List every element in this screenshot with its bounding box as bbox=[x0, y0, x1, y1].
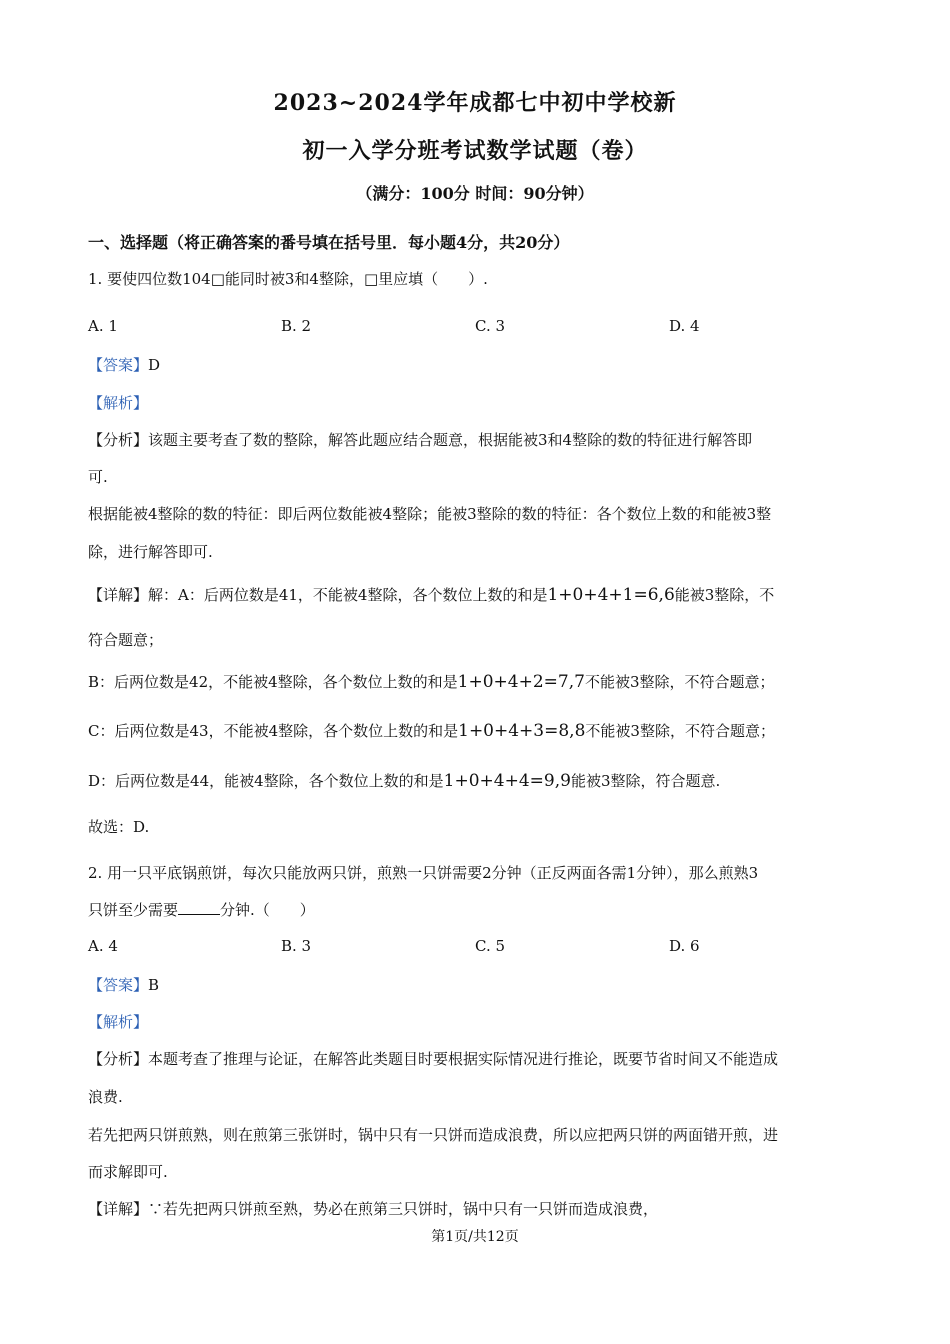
q2-jiexi bbox=[88, 1011, 148, 1032]
title-line-1: 2023~2024学年成都七中初中学校新 bbox=[273, 90, 677, 116]
detail-d-math: 1+0+4+4=9,9 bbox=[443, 771, 571, 791]
q2-analysis-1 bbox=[88, 1048, 778, 1069]
q2-analysis-2: 浪费. bbox=[88, 1088, 123, 1106]
q2-answer bbox=[88, 974, 159, 995]
q1-option-a: A. 1 bbox=[88, 317, 118, 335]
q1-option-d: D. 4 bbox=[669, 317, 700, 335]
title-line-2: 初一入学分班考试数学试题（卷） bbox=[302, 138, 648, 164]
detail-c-post: 不能被3整除，不符合题意； bbox=[585, 722, 775, 740]
q2-detail-1 bbox=[88, 1198, 658, 1219]
analysis-tag: 【分析】 bbox=[88, 431, 149, 449]
q1-option-b: B. 2 bbox=[281, 317, 312, 335]
detail-b-math: 1+0+4+2=7,7 bbox=[457, 672, 585, 692]
q2-option-b: B. 3 bbox=[281, 937, 312, 955]
detail-c-math: 1+0+4+3=8,8 bbox=[458, 721, 586, 741]
q2-option-d: D. 6 bbox=[669, 937, 700, 955]
detail-b-text: B：后两位数是42，不能被4整除，各个数位上数的和是 bbox=[88, 673, 458, 691]
q2-analysis-4: 而求解即可. bbox=[88, 1163, 168, 1181]
detail-a-post: 能被3整除，不 bbox=[674, 586, 775, 604]
analysis-text: 该题主要考查了数的整除，解答此题应结合题意，根据能被3和4整除的数的特征进行解答即 bbox=[148, 431, 753, 449]
q1-answer bbox=[88, 354, 160, 375]
q2-option-a: A. 4 bbox=[88, 937, 118, 955]
q1-detail-a2: 符合题意； bbox=[88, 631, 164, 649]
answer-tag: 【答案】 bbox=[88, 976, 149, 994]
detail-tag: 【详解】 bbox=[88, 1200, 149, 1218]
section-heading: 一、选择题（将正确答案的番号填在括号里．每小题4分，共20分） bbox=[88, 233, 570, 252]
jiexi-tag: 【解析】 bbox=[88, 394, 149, 412]
q1-jiexi bbox=[88, 392, 148, 413]
q1-stem: 1. 要使四位数104□能同时被3和4整除，□里应填（ ）. bbox=[88, 270, 488, 288]
answer-blank bbox=[178, 902, 220, 915]
analysis-text: 本题考查了推理与论证，在解答此类题目时要根据实际情况进行推论，既要节省时间又不能造成 bbox=[148, 1050, 779, 1068]
answer-value: D bbox=[148, 356, 161, 374]
detail-tag: 【详解】 bbox=[88, 586, 149, 604]
q2-stem-2 bbox=[88, 899, 315, 920]
q2-option-c: C. 5 bbox=[475, 937, 506, 955]
detail-text: ∵若先把两只饼煎至熟，势必在煎第三只饼时，锅中只有一只饼而造成浪费， bbox=[148, 1200, 659, 1218]
detail-c-text: C：后两位数是43，不能被4整除，各个数位上数的和是 bbox=[88, 722, 459, 740]
detail-d-text: D：后两位数是44，能被4整除，各个数位上数的和是 bbox=[88, 772, 444, 790]
q1-detail-a bbox=[88, 584, 774, 605]
detail-b-post: 不能被3整除，不符合题意； bbox=[584, 673, 775, 691]
score-info: （满分：100分 时间：90分钟） bbox=[356, 184, 594, 203]
detail-a-math: 1+0+4+1=6,6 bbox=[547, 585, 675, 605]
answer-tag: 【答案】 bbox=[88, 356, 149, 374]
jiexi-tag: 【解析】 bbox=[88, 1013, 149, 1031]
answer-value: B bbox=[148, 976, 160, 994]
detail-a-text: 解：A：后两位数是41，不能被4整除，各个数位上数的和是 bbox=[148, 586, 548, 604]
q2-stem-1: 2. 用一只平底锅煎饼，每次只能放两只饼，煎熟一只饼需要2分钟（正反两面各需1分钟），那么煎熟3 bbox=[88, 864, 759, 882]
q1-option-c: C. 3 bbox=[475, 317, 506, 335]
q1-analysis-4: 除，进行解答即可. bbox=[88, 543, 213, 561]
q2-analysis-3: 若先把两只饼煎熟，则在煎第三张饼时，锅中只有一只饼而造成浪费，所以应把两只饼的两面错开煎，进 bbox=[88, 1126, 779, 1144]
q1-analysis-1 bbox=[88, 429, 752, 450]
q1-conclusion: 故选：D. bbox=[88, 818, 150, 836]
analysis-tag: 【分析】 bbox=[88, 1050, 149, 1068]
detail-d-post: 能被3整除，符合题意. bbox=[570, 772, 721, 790]
q2-stem-pre: 只饼至少需要 bbox=[88, 901, 179, 919]
q1-detail-c bbox=[88, 720, 775, 741]
page-footer: 第1页/共12页 bbox=[431, 1229, 519, 1245]
q1-analysis-3: 根据能被4整除的数的特征：即后两位数能被4整除；能被3整除的数的特征：各个数位上数的和能被3整 bbox=[88, 505, 772, 523]
q2-stem-post: 分钟.（ ） bbox=[220, 901, 315, 919]
q1-analysis-2: 可. bbox=[88, 468, 108, 486]
q1-detail-d bbox=[88, 770, 720, 791]
q1-detail-b bbox=[88, 671, 774, 692]
